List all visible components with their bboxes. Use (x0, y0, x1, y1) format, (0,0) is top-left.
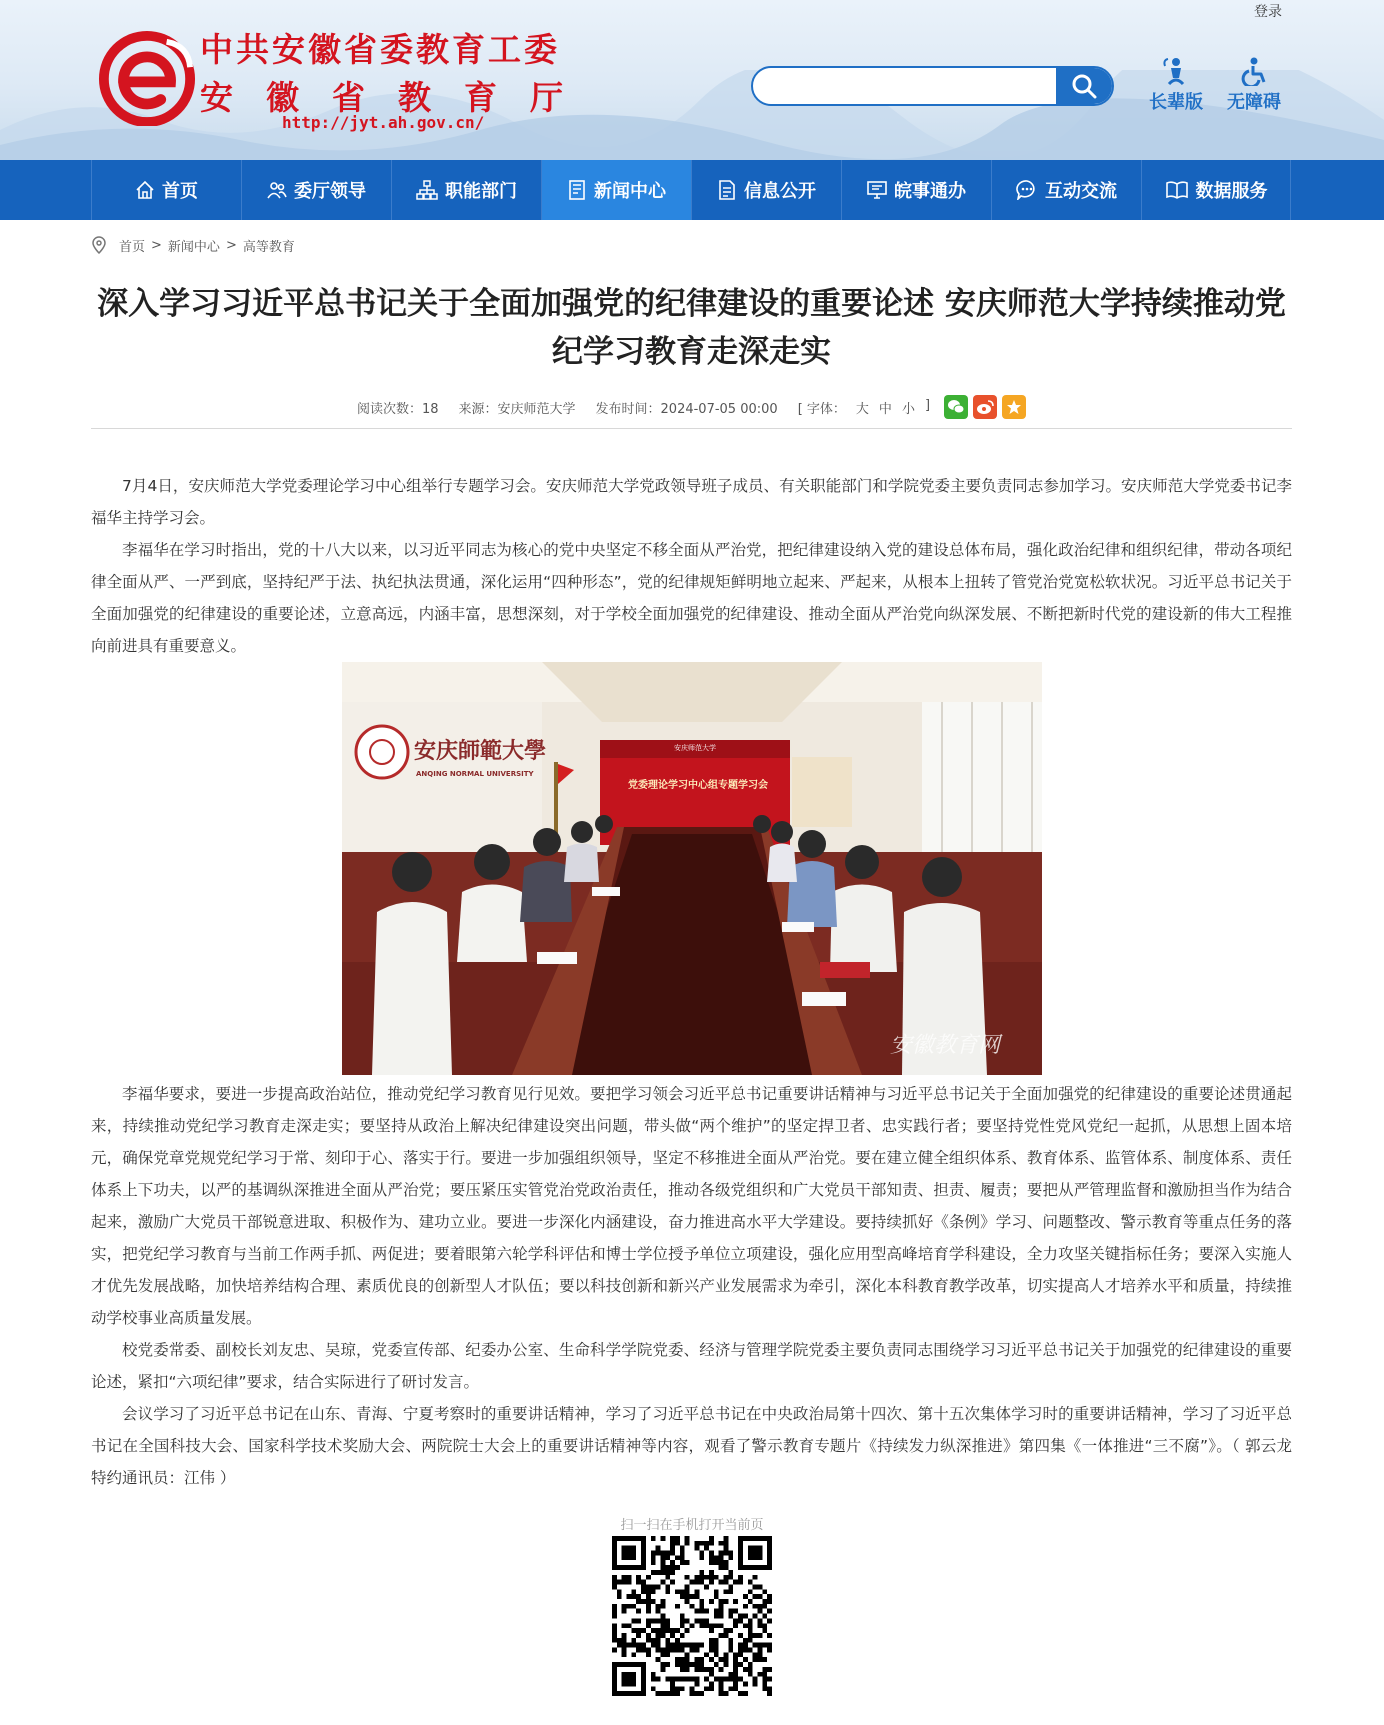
nav-item-label: 首页 (162, 181, 198, 202)
favorite-share-button[interactable] (1002, 395, 1026, 419)
breadcrumb-separator: > (225, 237, 237, 253)
search-box (751, 66, 1114, 106)
wall-logo-text: 安庆師範大學 (414, 738, 547, 764)
book-icon (1165, 180, 1189, 200)
main-nav (0, 160, 1384, 220)
org-chart-icon (416, 180, 438, 200)
leaders-icon (267, 180, 287, 200)
font-small-button[interactable]: 小 (901, 401, 915, 417)
banner-header-text: 安庆师范大学 (674, 744, 716, 752)
nav-item-leaders[interactable] (241, 160, 391, 220)
wechat-icon (947, 399, 965, 415)
breadcrumb-separator: > (151, 237, 162, 253)
logo-e-icon (98, 28, 196, 126)
accessibility-button[interactable] (1209, 56, 1299, 114)
article-paragraph: 李福华在学习时指出，党的十八大以来，以习近平同志为核心的党中央坚定不移全面从严治党，把纪律建设纳入党的建设总体布局，强化政治纪律和组织纪律，带动各项纪律全面从严、一严到底，坚持纪严于法、执纪执法贯通，深化运用“四种形态”，党的纪律规矩鲜明地立起来、严起来，从根本上扭转了管党治党宽松软状况。习近平总书记关于全面加强党的纪律建设的重要论述，立意高远，内涵丰富，思想深刻，对于学校全面加强党的纪律建设、推动全面从严治党向纵深发展、不断把新时代党的建设新的伟大工程推向前进具有重要意义。 (91, 541, 1292, 655)
article-paragraph: 会议学习了习近平总书记在山东、青海、宁夏考察时的重要讲话精神，学习了习近平总书记在中央政治局第十四次、第十五次集体学习时的重要讲话精神，学习了习近平总书记在全国科技大会、国家科学技术奖励大会、两院院士大会上的重要讲话精神等内容，观看了警示教育专题片《持续发力纵深推进》第四集《一体推进“三不腐”》。（ 郭云龙 特约通讯员：江伟 ） (91, 1405, 1292, 1487)
nav-item-label: 新闻中心 (594, 181, 666, 202)
weibo-icon (976, 399, 994, 415)
banner-text: 党委理论学习中心组专题学习会 (628, 780, 768, 791)
document-icon (717, 180, 737, 200)
star-icon (1006, 399, 1022, 415)
nav-item-label: 委厅领导 (294, 181, 366, 202)
font-large-button[interactable]: 大 (855, 401, 869, 417)
nav-item-label: 职能部门 (445, 181, 517, 202)
wechat-share-button[interactable] (944, 395, 968, 419)
article-source: 来源：安庆师范大学 (458, 401, 576, 417)
logo-title-line2: 安徽省教育厅 (200, 78, 596, 117)
breadcrumb-news[interactable]: 新闻中心 (167, 239, 220, 255)
nav-item-interaction[interactable] (991, 160, 1141, 220)
accessibility-label: 无障碍 (1227, 92, 1281, 113)
login-link[interactable]: 登录 (1254, 4, 1282, 20)
news-icon (567, 180, 587, 200)
font-size-control (798, 398, 930, 417)
nav-item-label: 数据服务 (1195, 181, 1268, 202)
photo-watermark: 安徽教育网 (890, 1033, 1001, 1058)
home-icon (135, 180, 155, 200)
font-size-label: [ 字体： (797, 401, 846, 417)
search-icon (1071, 73, 1097, 99)
meta-divider (91, 428, 1292, 429)
nav-item-label: 信息公开 (744, 181, 816, 202)
nav-item-disclosure[interactable] (691, 160, 841, 220)
wheelchair-icon (1239, 56, 1269, 86)
logo-title-line1: 中共安徽省委教育工委 (200, 30, 560, 69)
nav-item-services[interactable] (841, 160, 991, 220)
font-size-close: ] (924, 397, 931, 413)
view-count: 阅读次数：18 (356, 401, 439, 417)
elder-mode-label: 长辈版 (1149, 92, 1203, 113)
article-paragraph: 李福华要求，要进一步提高政治站位，推动党纪学习教育见行见效。要把学习领会习近平总书记重要讲话精神与习近平总书记关于全面加强党的纪律建设的重要论述贯通起来，持续推动党纪学习教育走深走实；要坚持从政治上解决纪律建设突出问题，带头做“两个维护”的坚定捍卫者、忠实践行者；要坚持党性党风党纪一起抓，从思想上固本培元，确保党章党规党纪学习于常、刻印于心、落实于行。要进一步加强组织领导，坚定不移推进全面从严治党。要在建立健全组织体系、教育体系、监管体系、制度体系、责任体系上下功夫，以严的基调纵深推进全面从严治党；要压紧压实管党治党政治责任，推动各级党组织和广大党员干部知责、担责、履责；要把从严管理监督和激励担当作为结合起来，激励广大党员干部锐意进取、积极作为、建功立业。要进一步深化内涵建设，奋力推进高水平大学建设。要持续抓好《条例》学习、问题整改、警示教育等重点任务的落实，把党纪学习教育与当前工作两手抓、两促进；要着眼第六轮学科评估和博士学位授予单位立项建设，强化应用型高峰培育学科建设，全力攻坚关键指标任务；要深入实施人才优先发展战略，加快培养结构合理、素质优良的创新型人才队伍；要以科技创新和新兴产业发展需求为牵引，深化本科教育教学改革，切实提高人才培养水平和质量，持续推动学校事业高质量发展。 (91, 1085, 1292, 1327)
monitor-icon (867, 180, 887, 200)
search-button[interactable] (1056, 68, 1112, 104)
publish-time: 发布时间：2024-07-05 00:00 (595, 401, 778, 417)
weibo-share-button[interactable] (973, 395, 997, 419)
logo-url: http://jyt.ah.gov.cn/ (282, 113, 485, 132)
article-body-top (91, 470, 1292, 662)
meeting-photo (342, 662, 1042, 1075)
nav-item-home[interactable] (91, 160, 241, 220)
elder-mode-button[interactable] (1131, 56, 1221, 114)
qr-code (612, 1536, 772, 1696)
article-paragraph: 校党委常委、副校长刘友忠、吴琼，党委宣传部、纪委办公室、生命科学学院党委、经济与管理学院党委主要负责同志围绕学习习近平总书记关于加强党的纪律建设的重要论述，紧扣“六项纪律”要求，结合实际进行了研讨发言。 (91, 1341, 1292, 1391)
share-buttons (944, 395, 1026, 419)
chat-icon (1016, 180, 1038, 200)
wall-logo-english: ANQING NORMAL UNIVERSITY (416, 770, 534, 778)
elder-icon (1161, 56, 1191, 86)
breadcrumb-higher-education[interactable]: 高等教育 (242, 239, 295, 255)
qr-label: 扫一扫在手机打开当前页 (620, 1518, 764, 1533)
nav-item-news[interactable] (541, 160, 691, 220)
nav-item-label: 互动交流 (1045, 181, 1117, 202)
article-title: 深入学习习近平总书记关于全面加强党的纪律建设的重要论述 安庆师范大学持续推动党纪学习教育走深走实 (97, 286, 1286, 370)
nav-item-departments[interactable] (391, 160, 541, 220)
location-pin-icon (91, 236, 107, 254)
article-paragraph: 7月4日，安庆师范大学党委理论学习中心组举行专题学习会。安庆师范大学党政领导班子成员、有关职能部门和学院党委主要负责同志参加学习。安庆师范大学党委书记李福华主持学习会。 (91, 477, 1292, 527)
nav-item-data[interactable] (1141, 160, 1291, 220)
breadcrumb (91, 235, 295, 255)
article-meta (91, 395, 1292, 419)
article-body-bottom (91, 1078, 1292, 1494)
search-input[interactable] (767, 76, 1037, 98)
breadcrumb-home[interactable]: 首页 (119, 239, 146, 255)
nav-item-label: 皖事通办 (894, 181, 966, 202)
font-medium-button[interactable]: 中 (878, 401, 892, 417)
site-header (0, 0, 1384, 160)
